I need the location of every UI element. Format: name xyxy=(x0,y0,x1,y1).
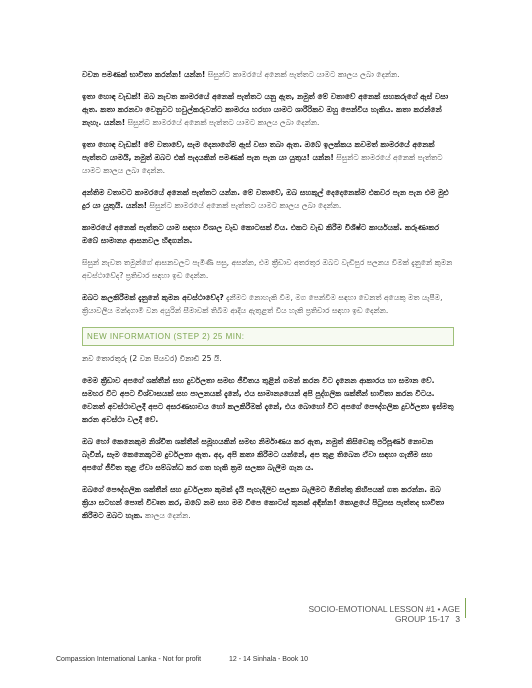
instruction-paragraph xyxy=(82,186,454,212)
bold-text: ඔබට කලකිරීමක් දැනුනේ කුමන අවස්ථාවේද? xyxy=(82,293,224,302)
bold-text: මෙම ක්‍රීඩාව අපගේ ශක්තීන් සහ දුර්වලතා සමඟ ජීවිතය තුළින් ගමන් කරන විට දැනෙන ආකාරය හා සමාන වේ. සමහර විට අපට විශ්වාසයක් සහ පාලනයක් දැනේ, එය සාමාන්‍යයෙන් අපි පුද්ගලික ශක්තීන් භාවිතා කරන විටය. වෙනත් අවස්ථාවලදී අපට අසරණභාවය හෝ කලකිරීමක් දැනේ, එය බොහෝ විට අපගේ පෞද්ගලික දුර්වලතා ඉස්මතු කරන අවස්ථා වලදී වේ. xyxy=(82,376,454,424)
section-heading: NEW INFORMATION (STEP 2) 25 MIN: xyxy=(82,327,454,346)
instruction-paragraph xyxy=(82,435,454,474)
footer-organization: Compassion International Lanka - Not for profit xyxy=(56,656,202,663)
instruction-paragraph xyxy=(82,256,454,282)
instruction-paragraph xyxy=(82,374,454,426)
bold-text: ඔබගේ පෞද්ගලික ශක්තීන් සහ දුර්වලතා කුමක් දැයි පැහැදිලිව සලකා බැලීමට මිනිත්තු කිහිපයක් ගත කරන්න. ඔබ ක්‍රියා සටහන් පොත් විවෘත කර, ඔබේ නම සහ මම වීපෙ කොටස් තුනක් අඳින්න! කොළයේ පිටුපස පැත්තද භාවිතා කිරීමට ඔබට හැක. xyxy=(82,485,445,520)
footer-title: SOCIO-EMOTIONAL LESSON #1 • AGE GROUP 15-17 xyxy=(308,604,460,624)
bold-text: කාමරයේ අනෙක් පැත්තට යාම සඳහා විශාල වැඩ කොටසක් විය. එකට වැඩ කිරීම විශිෂ්ට කාර්යයක්. කරුණාකර ඔබේ සාමාන්‍ය ආසනවල හිඳගන්න. xyxy=(82,223,440,245)
footer-lesson-title xyxy=(290,604,460,624)
normal-text: සිසුන්ට කාමරයේ අනෙක් පැත්තට යාමට කාලය ලබා දෙන්න. xyxy=(82,153,443,175)
bold-text: වචන පමණක් භාවිතා කරන්න! යන්න! xyxy=(82,70,206,79)
instruction-paragraph xyxy=(82,138,454,177)
bold-text: ඔබ හෝ කෙනෙකුම නිශ්චිත ශක්තීන් සමූහයකින් සමඟ නිර්මාණය කර ඇත, නමුත් කිසිවෙකු පරිපූර්ණ නොවන බැවින්, සෑම කෙනෙකුටම දුර්වලතා ඇත. අද, අපි කතා කිරීමට යන්නේ, අප තුළ තිබෙන ඒවා සඳහා ගැනීම සහ අපගේ ජීවිත තුළ ඒවා සම්බන්ධ කර ගත හැකි ක්‍රම සලකා බැලීම ගැන ය. xyxy=(82,437,434,472)
footer-divider xyxy=(465,598,466,618)
instruction-paragraph xyxy=(82,483,454,522)
footer-book: 12 - 14 Sinhala - Book 10 xyxy=(229,656,308,663)
page-number: 3 xyxy=(455,614,460,624)
instructions-after xyxy=(82,374,454,522)
instructions-before xyxy=(82,68,454,317)
normal-text: සිසුන් නැවත තමුන්ගේ ආසනවලට පැමිණි පසු, අසන්න, එම ක්‍රීඩාව අතරතුර ඔබට වැඩිපුර පලනය වීමක් දැනුනේ කුමන අවස්ථාවේද? ප්‍රතිචාර සඳහා ඉඩ දෙන්න. xyxy=(82,258,453,280)
section-subtitle: නව තොරතුරු (2 වන පියවර) විනාඩි 25 යි. xyxy=(82,354,222,363)
normal-text: කාලය දෙන්න. xyxy=(142,511,191,520)
instruction-paragraph xyxy=(82,68,454,81)
lesson-content xyxy=(82,68,454,531)
normal-text: දැනීමට නොහැකි වීම, මග පෙන්වීම සඳහා වෙනත් අයෙකු මත යැපීම, ක්‍රියාවලිය මන්දගාමී වන අයුරින් සීමාවක් තිබීම ආදිය ඇතුළත් විය හැකි ප්‍රතිචාර සඳහා ඉඩ දෙන්න. xyxy=(82,293,443,315)
instruction-paragraph xyxy=(82,291,454,317)
instruction-paragraph xyxy=(82,90,454,129)
instruction-paragraph xyxy=(82,221,454,247)
normal-text: සිසුන්ට කාමරයේ අනෙක් පැත්තට යාමට කාලය ලබා දෙන්න. xyxy=(205,70,400,79)
bold-text: අන්තිම වතාවට කාමරයේ අනෙක් පැත්තට යන්න. මේ වතාවේ, ඔබ සහකුල් දෙදෙනෙක්ම එකවර පැන පැන එම මුළු දුර යා යුතුයි. යන්න! xyxy=(82,188,449,210)
normal-text: සිසුන්ට කාමරයේ අනෙක් පැත්තට යාමට කාලය ලබා දෙන්න. xyxy=(125,118,320,127)
bold-text: ඉතා හොඳ වැඩක්! ඔබ නැවත කාමරයේ අනෙක් පැත්තට යනු ඇත, නමුත් මේ වතාවේ අනෙක් සහකරුගේ ඇස් වසා ඇත. කතා කරනවා වෙනුවට හවුල්කරුවන්ට කාමරය හරහා යාමට ශාරීරිකව ඔහු පෙන්විය හැකිය. කතා කරන්නේ නැහැ. යන්න! xyxy=(82,92,449,127)
normal-text: සිසුන්ට කාමරයේ අනෙක් පැත්තට යාමට කාලය ලබා දෙන්න. xyxy=(147,201,342,210)
bold-text: ඉතා හොඳ වැඩක්! මේ වතාවේ, සෑම දෙනාගේම ඇස් වසා තබා ඇත. ඔබේ ඉලක්කය කවමත් කාමරයේ අනෙක් පැත්තට යාමයි, නමුත් ඔබට එක් පැදයකින් පමණක් පැන පැන යා යුතුය! යන්න! xyxy=(82,140,435,162)
